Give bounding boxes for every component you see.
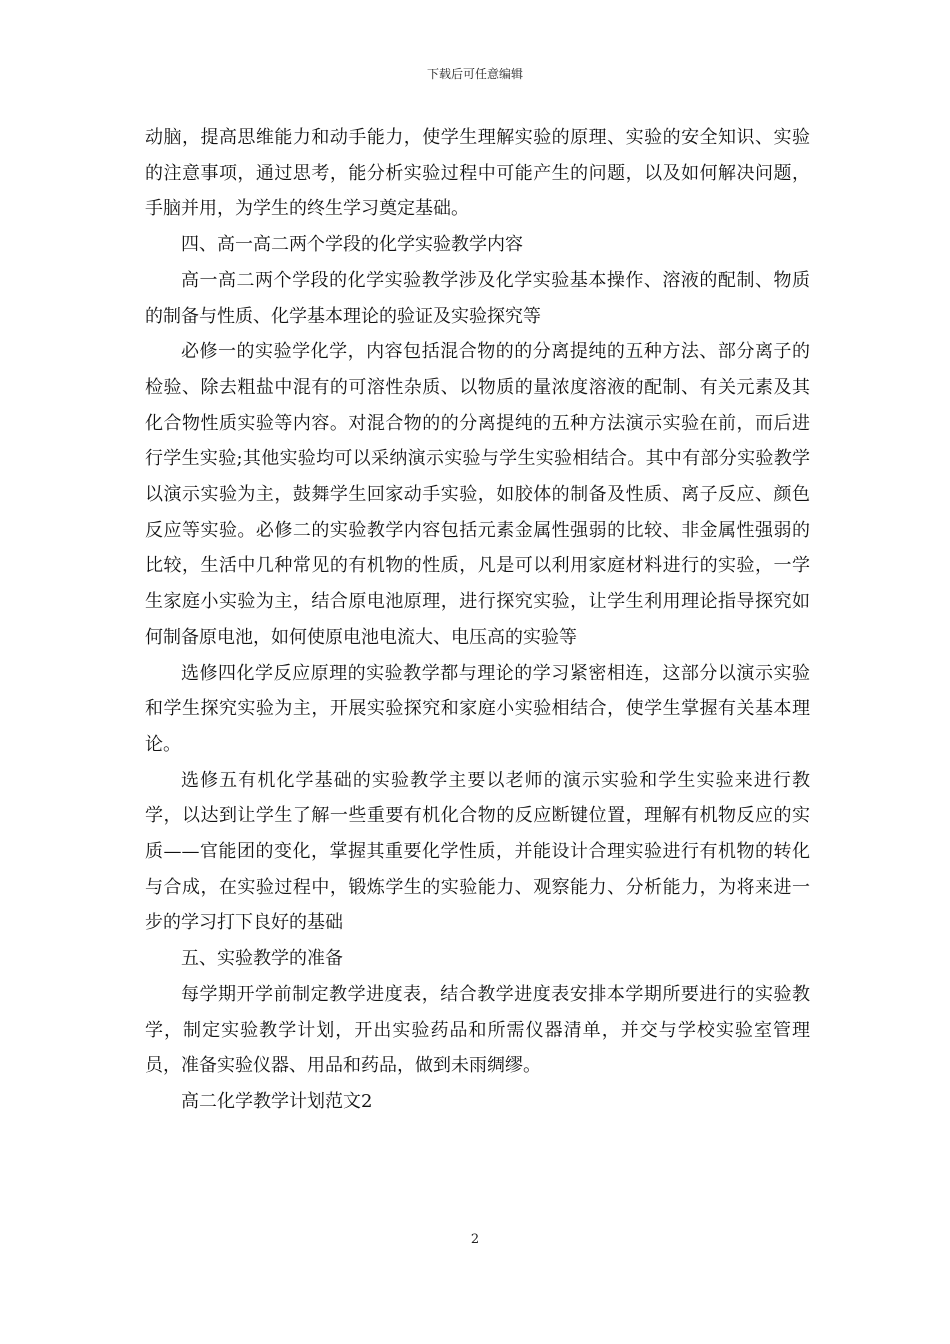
- paragraph-overview: 高一高二两个学段的化学实验教学涉及化学实验基本操作、溶液的配制、物质的制备与性质、化学基本理论的验证及实验探究等: [145, 269, 810, 327]
- page-header: 下载后可任意编辑: [426, 67, 523, 81]
- paragraph-elective-4: 选修四化学反应原理的实验教学都与理论的学习紧密相连，这部分以演示实验和学生探究实验为主，开展实验探究和家庭小实验相结合，使学生掌握有关基本理论。: [145, 662, 810, 755]
- section-heading-5: 五、实验教学的准备: [181, 948, 343, 970]
- paragraph-elective-5: 选修五有机化学基础的实验教学主要以老师的演示实验和学生实验来进行教学，以达到让学生了解一些重要有机化合物的反应断键位置，理解有机物反应的实质——官能团的变化，掌握其重要化学性质，并能设计合理实验进行有机物的转化与合成，在实验过程中，锻炼学生的实验能力、观察能力、分析能力，为将来进一步的学习打下良好的基础: [145, 769, 810, 934]
- document-body: [145, 120, 810, 1120]
- paragraph-continuation: 动脑，提高思维能力和动手能力，使学生理解实验的原理、实验的安全知识、实验的注意事项，通过思考，能分析实验过程中可能产生的问题，以及如何解决问题，手脑并用，为学生的终生学习奠定基础。: [145, 127, 810, 220]
- page-number: 2: [470, 1232, 480, 1247]
- section-heading-4: 四、高一高二两个学段的化学实验教学内容: [181, 234, 523, 256]
- paragraph-required-courses: 必修一的实验学化学，内容包括混合物的的分离提纯的五种方法、部分离子的检验、除去粗盐中混有的可溶性杂质、以物质的量浓度溶液的配制、有关元素及其化合物性质实验等内容。对混合物的的分离提纯的五种方法演示实验在前，而后进行学生实验;其他实验均可以采纳演示实验与学生实验相结合。其中有部分实验教学以演示实验为主，鼓舞学生回家动手实验，如胶体的制备及性质、离子反应、颜色反应等实验。必修二的实验教学内容包括元素金属性强弱的比较、非金属性强弱的比较，生活中几种常见的有机物的性质，凡是可以利用家庭材料进行的实验，一学生家庭小实验为主，结合原电池原理，进行探究实验，让学生利用理论指导探究如何制备原电池，如何使原电池电流大、电压高的实验等: [145, 341, 810, 648]
- paragraph-preparation: 每学期开学前制定教学进度表，结合教学进度表安排本学期所要进行的实验教学，制定实验教学计划，开出实验药品和所需仪器清单，并交与学校实验室管理员，准备实验仪器、用品和药品，做到未雨绸缪。: [145, 983, 810, 1077]
- document-subtitle: 高二化学教学计划范文2: [181, 1090, 373, 1112]
